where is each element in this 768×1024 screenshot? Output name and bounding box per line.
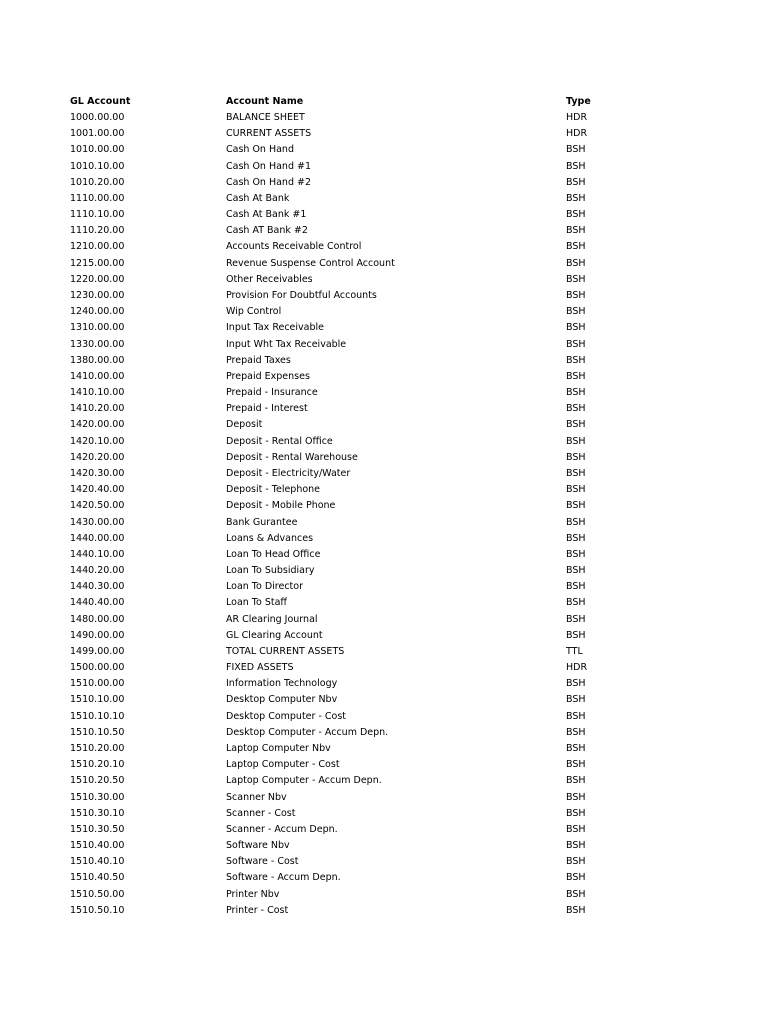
gl-account-cell: 1010.00.00 [70,144,125,156]
table-row [0,709,768,725]
gl-account-cell: 1010.10.00 [70,160,125,172]
column-header-row [0,94,768,110]
account-name-cell: Loan To Staff [226,597,287,609]
account-name-cell: Prepaid - Interest [226,403,308,415]
gl-account-cell: 1510.20.10 [70,759,125,771]
type-cell: BSH [566,888,586,900]
table-row [0,239,768,255]
account-name-cell: Prepaid - Insurance [226,387,318,399]
table-row [0,288,768,304]
account-name-cell: Accounts Receivable Control [226,241,362,253]
account-name-cell: Software Nbv [226,840,290,852]
type-cell: BSH [566,160,586,172]
table-row [0,450,768,466]
gl-account-cell: 1440.00.00 [70,532,125,544]
account-name-cell: Deposit - Rental Warehouse [226,451,358,463]
gl-account-cell: 1420.50.00 [70,500,125,512]
gl-account-cell: 1510.40.10 [70,856,125,868]
table-row [0,320,768,336]
type-cell: BSH [566,581,586,593]
type-cell: BSH [566,516,586,528]
type-cell: BSH [566,225,586,237]
type-cell: HDR [566,662,588,674]
account-name-cell: Scanner - Cost [226,807,296,819]
type-cell: BSH [566,257,586,269]
type-cell: BSH [566,532,586,544]
type-cell: BSH [566,840,586,852]
account-name-cell: Prepaid Expenses [226,370,310,382]
gl-account-cell: 1000.00.00 [70,112,125,123]
account-name-cell: Cash On Hand #2 [226,176,312,188]
gl-account-cell: 1010.20.00 [70,176,125,188]
gl-account-cell: 1510.10.10 [70,710,125,722]
type-cell: BSH [566,322,586,334]
type-cell: BSH [566,775,586,787]
account-name-cell: Provision For Doubtful Accounts [226,289,377,301]
table-row [0,272,768,288]
type-cell: BSH [566,484,586,496]
gl-account-cell: 1510.30.50 [70,823,125,835]
gl-account-cell: 1440.10.00 [70,548,125,560]
type-cell: HDR [566,112,588,123]
account-name-cell: Cash On Hand [226,144,294,156]
account-name-cell: Other Receivables [226,273,313,285]
type-cell: BSH [566,678,586,690]
type-cell: BSH [566,387,586,399]
type-cell: BSH [566,872,586,884]
table-row [0,773,768,789]
table-row [0,417,768,433]
account-name-cell: Scanner - Accum Depn. [226,823,338,835]
table-row [0,434,768,450]
type-cell: BSH [566,726,586,738]
account-name-column-header: Account Name [226,96,304,107]
account-name-cell: Input Wht Tax Receivable [226,338,347,350]
type-cell: BSH [566,419,586,431]
table-row [0,806,768,822]
type-column-header: Type [566,96,591,107]
type-cell: BSH [566,273,586,285]
type-cell: BSH [566,370,586,382]
gl-account-cell: 1510.20.50 [70,775,125,787]
account-name-cell: Deposit - Rental Office [226,435,333,447]
account-name-cell: AR Clearing Journal [226,613,318,625]
type-cell: BSH [566,306,586,318]
account-name-cell: Prepaid Taxes [226,354,291,366]
account-name-cell: Cash At Bank [226,192,290,204]
gl-account-cell: 1310.00.00 [70,322,125,334]
gl-account-cell: 1510.10.50 [70,726,125,738]
gl-account-cell: 1215.00.00 [70,257,125,269]
table-row [0,353,768,369]
gl-account-cell: 1110.00.00 [70,192,125,204]
account-name-cell: Bank Gurantee [226,516,298,528]
gl-account-cell: 1110.10.00 [70,209,125,221]
gl-account-cell: 1510.30.10 [70,807,125,819]
account-name-cell: CURRENT ASSETS [226,128,312,140]
gl-account-cell: 1380.00.00 [70,354,125,366]
gl-account-cell: 1510.50.10 [70,904,125,916]
table-row [0,822,768,838]
gl-account-cell: 1510.20.00 [70,743,125,755]
type-cell: BSH [566,613,586,625]
account-name-cell: GL Clearing Account [226,629,323,641]
account-name-cell: Deposit - Telephone [226,484,321,496]
table-row [0,870,768,886]
type-cell: BSH [566,451,586,463]
type-cell: BSH [566,548,586,560]
table-row [0,547,768,563]
account-name-cell: TOTAL CURRENT ASSETS [226,645,345,657]
type-cell: BSH [566,500,586,512]
table-row [0,110,768,126]
gl-account-cell: 1500.00.00 [70,662,125,674]
gl-account-cell: 1510.00.00 [70,678,125,690]
account-name-cell: Laptop Computer - Cost [226,759,340,771]
table-row [0,256,768,272]
account-name-cell: Scanner Nbv [226,791,287,803]
gl-account-cell: 1420.00.00 [70,419,125,431]
gl-account-cell: 1440.40.00 [70,597,125,609]
account-name-cell: Loans & Advances [226,532,314,544]
account-name-cell: BALANCE SHEET [226,112,305,123]
type-cell: BSH [566,354,586,366]
table-row [0,191,768,207]
table-row [0,854,768,870]
gl-account-cell: 1410.20.00 [70,403,125,415]
gl-account-cell: 1220.00.00 [70,273,125,285]
table-row [0,175,768,191]
table-row [0,757,768,773]
table-row [0,223,768,239]
type-cell: BSH [566,565,586,577]
gl-account-cell: 1510.30.00 [70,791,125,803]
type-cell: BSH [566,144,586,156]
gl-account-cell: 1510.50.00 [70,888,125,900]
gl-account-cell: 1230.00.00 [70,289,125,301]
table-row [0,628,768,644]
table-row [0,304,768,320]
table-row [0,401,768,417]
table-row [0,369,768,385]
type-cell: BSH [566,694,586,706]
gl-account-cell: 1410.10.00 [70,387,125,399]
table-row [0,692,768,708]
table-row [0,126,768,142]
table-row [0,337,768,353]
table-row [0,579,768,595]
table-row [0,498,768,514]
table-row [0,563,768,579]
table-row [0,482,768,498]
type-cell: BSH [566,435,586,447]
type-cell: BSH [566,176,586,188]
account-name-cell: Cash On Hand #1 [226,160,312,172]
gl-account-cell: 1240.00.00 [70,306,125,318]
type-cell: TTL [566,645,583,657]
type-cell: BSH [566,743,586,755]
type-cell: BSH [566,823,586,835]
table-row [0,207,768,223]
table-row [0,159,768,175]
account-name-cell: Input Tax Receivable [226,322,324,334]
gl-account-cell: 1110.20.00 [70,225,125,237]
type-cell: BSH [566,209,586,221]
table-row [0,466,768,482]
account-name-cell: Deposit [226,419,263,431]
account-name-cell: Cash At Bank #1 [226,209,307,221]
table-row [0,142,768,158]
account-name-cell: Revenue Suspense Control Account [226,257,395,269]
account-name-cell: Printer - Cost [226,904,289,916]
gl-account-cell: 1490.00.00 [70,629,125,641]
gl-account-cell: 1330.00.00 [70,338,125,350]
table-row [0,660,768,676]
gl-account-cell: 1420.40.00 [70,484,125,496]
table-row [0,676,768,692]
table-row [0,903,768,919]
gl-account-cell: 1440.20.00 [70,565,125,577]
table-row [0,838,768,854]
account-name-cell: Software - Accum Depn. [226,872,341,884]
account-name-cell: Loan To Subsidiary [226,565,315,577]
account-name-cell: Deposit - Mobile Phone [226,500,336,512]
gl-account-cell: 1420.20.00 [70,451,125,463]
gl-account-cell: 1499.00.00 [70,645,125,657]
account-name-cell: Desktop Computer - Accum Depn. [226,726,389,738]
gl-account-cell: 1430.00.00 [70,516,125,528]
type-cell: BSH [566,629,586,641]
table-row [0,385,768,401]
type-cell: BSH [566,807,586,819]
type-cell: BSH [566,597,586,609]
type-cell: BSH [566,403,586,415]
account-name-cell: Cash AT Bank #2 [226,225,308,237]
account-name-cell: Deposit - Electricity/Water [226,467,351,479]
table-row [0,644,768,660]
account-name-cell: Wip Control [226,306,282,318]
gl-account-column-header: GL Account [70,96,131,107]
table-row [0,790,768,806]
gl-account-cell: 1420.10.00 [70,435,125,447]
type-cell: HDR [566,128,588,140]
type-cell: BSH [566,759,586,771]
gl-account-cell: 1001.00.00 [70,128,125,140]
table-row [0,595,768,611]
account-name-cell: Laptop Computer Nbv [226,743,331,755]
type-cell: BSH [566,856,586,868]
account-name-cell: Software - Cost [226,856,299,868]
type-cell: BSH [566,192,586,204]
gl-account-cell: 1420.30.00 [70,467,125,479]
table-row [0,531,768,547]
gl-account-cell: 1510.40.50 [70,872,125,884]
account-name-cell: Printer Nbv [226,888,280,900]
account-name-cell: Loan To Head Office [226,548,321,560]
account-name-cell: Desktop Computer Nbv [226,694,338,706]
gl-account-cell: 1410.00.00 [70,370,125,382]
table-row [0,612,768,628]
type-cell: BSH [566,904,586,916]
type-cell: BSH [566,289,586,301]
type-cell: BSH [566,710,586,722]
gl-account-cell: 1480.00.00 [70,613,125,625]
type-cell: BSH [566,791,586,803]
account-name-cell: Desktop Computer - Cost [226,710,347,722]
account-name-cell: Loan To Director [226,581,303,593]
gl-account-cell: 1210.00.00 [70,241,125,253]
gl-account-cell: 1510.10.00 [70,694,125,706]
table-row [0,887,768,903]
account-name-cell: Information Technology [226,678,338,690]
account-name-cell: FIXED ASSETS [226,662,294,674]
type-cell: BSH [566,241,586,253]
gl-account-cell: 1510.40.00 [70,840,125,852]
table-row [0,515,768,531]
gl-account-cell: 1440.30.00 [70,581,125,593]
table-row [0,725,768,741]
type-cell: BSH [566,338,586,350]
table-row [0,741,768,757]
account-name-cell: Laptop Computer - Accum Depn. [226,775,382,787]
type-cell: BSH [566,467,586,479]
